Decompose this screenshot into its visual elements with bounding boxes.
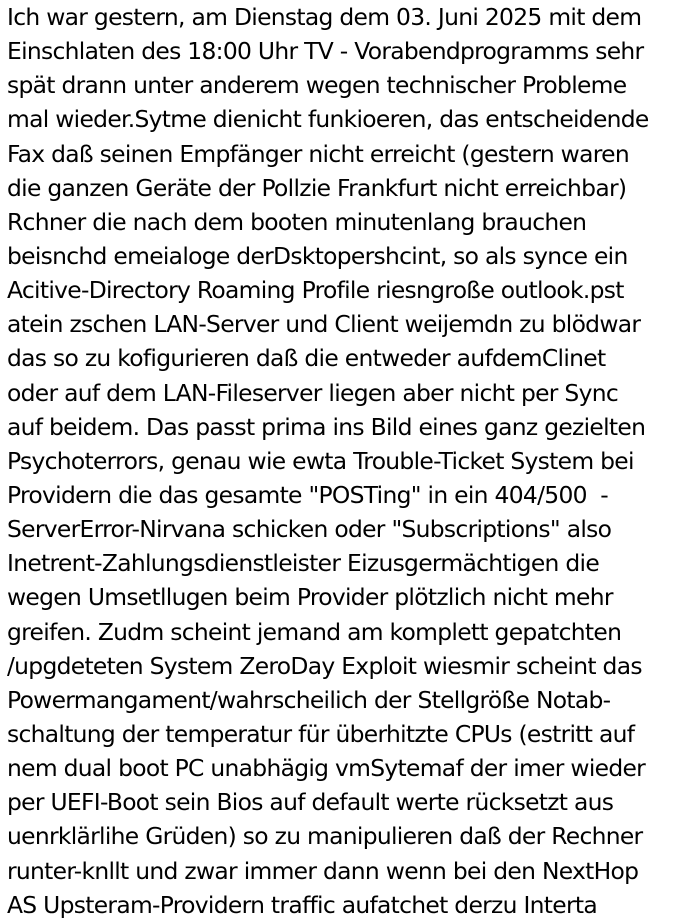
text-line-7: Rchner die nach dem booten minutenlang brauchen [7, 207, 587, 236]
text-line-8: beisnchd emeialoge derDsktopershcint, so als synce ein [7, 241, 628, 270]
text-line-24: per UEFI-Boot sein Bios auf default werte rücksetzt aus [7, 788, 614, 817]
text-line-17: Inetrent-Zahlungsdienstleister Eizusgermächtigen die [7, 549, 600, 578]
text-line-23: nem dual boot PC unabhägig vmSytemaf der imer wieder [7, 754, 646, 783]
document-body [7, 0, 684, 922]
text-line-25: uenrklärlihe Grüden) so zu manipulieren daß der Rechner [7, 822, 643, 851]
text-line-19: greifen. Zudm scheint jemand am komplett gepatchten [7, 617, 622, 646]
text-line-13: auf beidem. Das passt prima ins Bild eines ganz gezielten [7, 412, 646, 441]
text-line-1: Ich war gestern, am Dienstag dem 03. Juni 2025 mit dem [7, 3, 642, 31]
text-line-2: Einschlaten des 18:00 Uhr TV - Vorabendprogramms sehr [7, 37, 644, 66]
text-line-9: Acitive-Directory Roaming Profile riesngroße outlook.pst [7, 276, 624, 305]
text-line-4: mal wieder.Sytme dienicht funkioeren, das entscheidende [7, 105, 649, 134]
text-line-6: die ganzen Geräte der Pollzie Frankfurt nicht erreichbar) [7, 173, 627, 202]
text-line-27: AS Upsteram-Providern traffic aufatchet derzu Interta [7, 890, 597, 919]
text-line-14: Psychoterrors, genau wie ewta Trouble-Ticket System bei [7, 446, 634, 475]
text-line-22: schaltung der temperatur für überhitzte CPUs (estritt auf [7, 719, 635, 748]
text-line-5: Fax daß seinen Empfänger nicht erreicht (gestern waren [7, 139, 629, 168]
text-line-12: oder auf dem LAN-Fileserver liegen aber nicht per Sync [7, 378, 619, 407]
text-line-21: Powermangament/wahrscheilich der Stellgröße Notab- [7, 685, 611, 714]
text-line-16: ServerError-Nirvana schicken oder "Subscriptions" also [7, 515, 612, 544]
text-line-20: /upgdeteten System ZeroDay Exploit wiesmir scheint das [7, 651, 642, 680]
text-line-15: Providern die das gesamte "POSTing" in ein 404/500 - [7, 480, 609, 509]
text-line-3: spät drann unter anderem wegen technischer Probleme [7, 71, 627, 100]
text-line-10: atein zschen LAN-Server und Client weijemdn zu blödwar [7, 310, 641, 339]
text-line-18: wegen Umsetllugen beim Provider plötzlich nicht mehr [7, 583, 613, 612]
text-line-26: runter-knllt und zwar immer dann wenn bei den NextHop [7, 856, 639, 885]
text-line-11: das so zu kofigurieren daß die entweder aufdemClinet [7, 344, 606, 373]
